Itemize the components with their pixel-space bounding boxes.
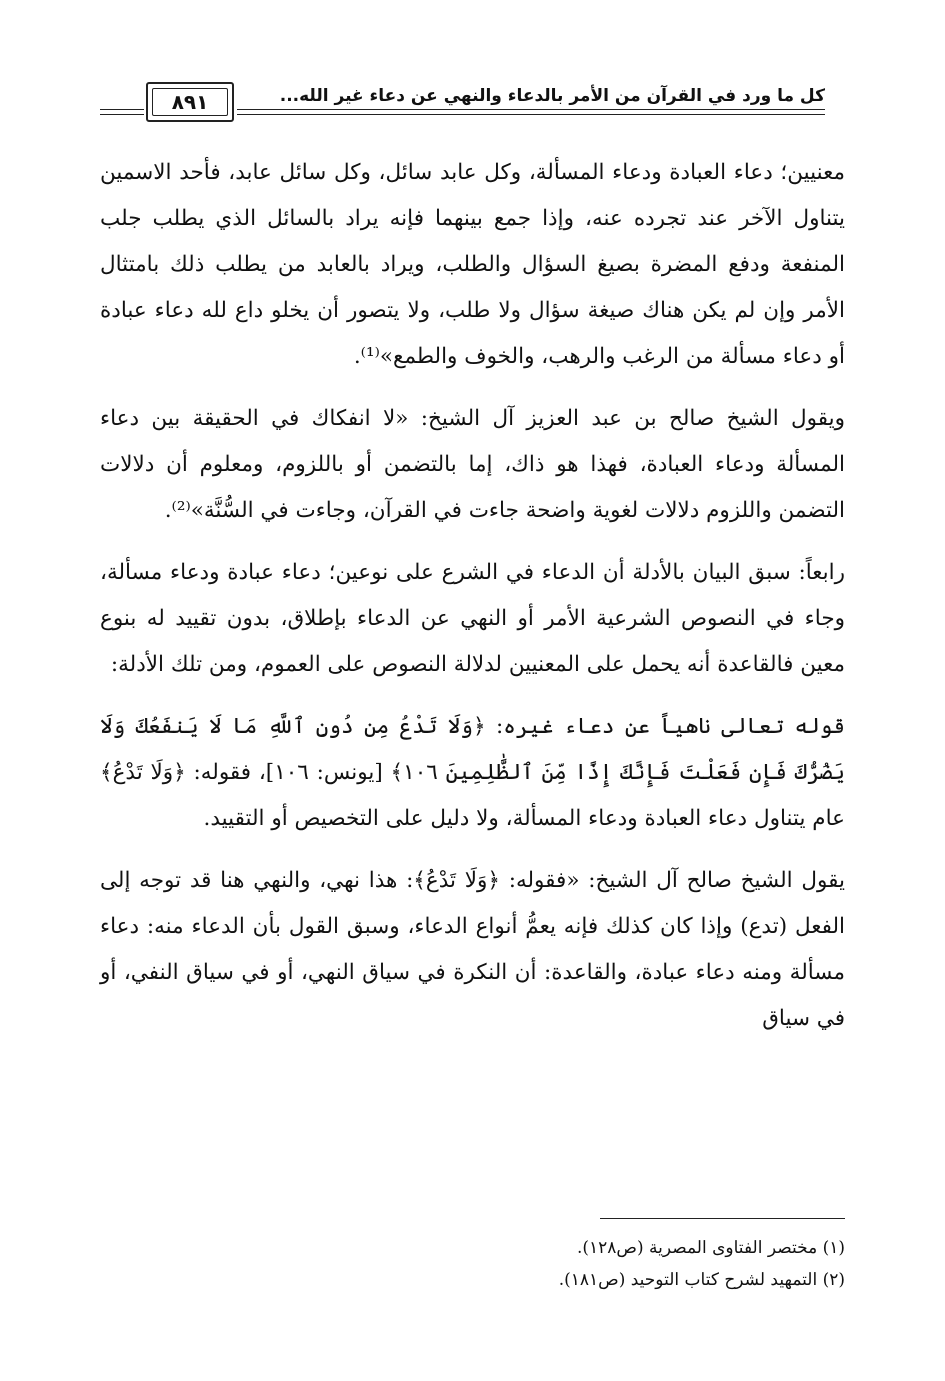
paragraph: ويقول الشيخ صالح بن عبد العزيز آل الشيخ: «لا انفكاك في الحقيقة بين دعاء المسألة ودعاء العبادة، فهذا هو ذاك، إما بالتضمن أو باللزوم، ومعلوم أن دلالات التضمن واللزوم دلالات لغوية واضحة جاءت في القرآن، وجاءت في السُّنَّة»⁽²⁾. xyxy=(100,406,845,523)
paragraph: معنيين؛ دعاء العبادة ودعاء المسألة، وكل عابد سائل، وكل سائل عابد، فأحد الاسمين يتناول الآخر عند تجرده عنه، وإذا جمع بينهما فإنه يراد بالسائل الذي يطلب جلب المنفعة ودفع المضرة بصيغ السؤال والطلب، ويراد بالعابد من يطلب ذلك بامتثال الأمر وإن لم يكن هناك صيغة سؤال ولا طلب، ولا يتصور أن يخلو داع لله دعاء عبادة أو دعاء مسألة من الرغب والرهب، والخوف والطمع»⁽¹⁾. xyxy=(100,160,845,369)
page-number-box xyxy=(146,82,234,122)
header-rule-thin xyxy=(237,114,825,115)
left-rule-thin xyxy=(100,114,144,115)
paragraph: رابعاً: سبق البيان بالأدلة أن الدعاء في الشرع على نوعين؛ دعاء عبادة ودعاء مسألة، وجاء في النصوص الشرعية الأمر أو النهي عن الدعاء بإطلاق، بدون تقييد له بنوع معين فالقاعدة أنه يحمل على المعنيين لدلالة النصوص على العموم، ومن تلك الأدلة: xyxy=(100,560,845,677)
left-rule xyxy=(100,109,144,110)
paragraph: يقول الشيخ صالح آل الشيخ: «فقوله: ﴿وَلَا تَدْعُ﴾: هذا نهي، والنهي هنا قد توجه إلى الفعل (تدع) وإذا كان كذلك فإنه يعمُّ أنواع الدعاء، وسبق القول بأن الدعاء منه: دعاء مسألة ومنه دعاء عبادة، والقاعدة: أن النكرة في سياق النهي، أو في سياق النفي، أو في سياق xyxy=(100,868,845,1031)
main-text xyxy=(100,150,845,1058)
page-header xyxy=(100,82,825,128)
footnote: (١) مختصر الفتاوى المصرية (ص١٢٨). xyxy=(576,1238,845,1258)
header-rule xyxy=(237,109,825,110)
footnote: (٢) التمهيد لشرح كتاب التوحيد (ص١٨١). xyxy=(558,1270,845,1290)
page-number: ٨٩١ xyxy=(171,90,209,114)
paragraph: قوله تعالى ناهياً عن دعاء غيره: ﴿وَلَا تَدْعُ مِن دُونِ ٱللَّهِ مَا لَا يَنفَعُكَ وَلَا يَضُرُّكَ فَإِن فَعَلْتَ فَإِنَّكَ إِذًا مِّنَ ٱلظَّٰلِمِينَ ١٠٦﴾ [يونس: ١٠٦]، فقوله: ﴿وَلَا تَدْعُ﴾ عام يتناول دعاء العبادة ودعاء المسألة، ولا دليل على التخصيص أو التقييد. xyxy=(100,714,845,831)
footnotes xyxy=(100,1232,845,1296)
running-title: كل ما ورد في القرآن من الأمر بالدعاء والنهي عن دعاء غير الله... xyxy=(279,86,825,106)
footnote-separator xyxy=(600,1218,845,1219)
